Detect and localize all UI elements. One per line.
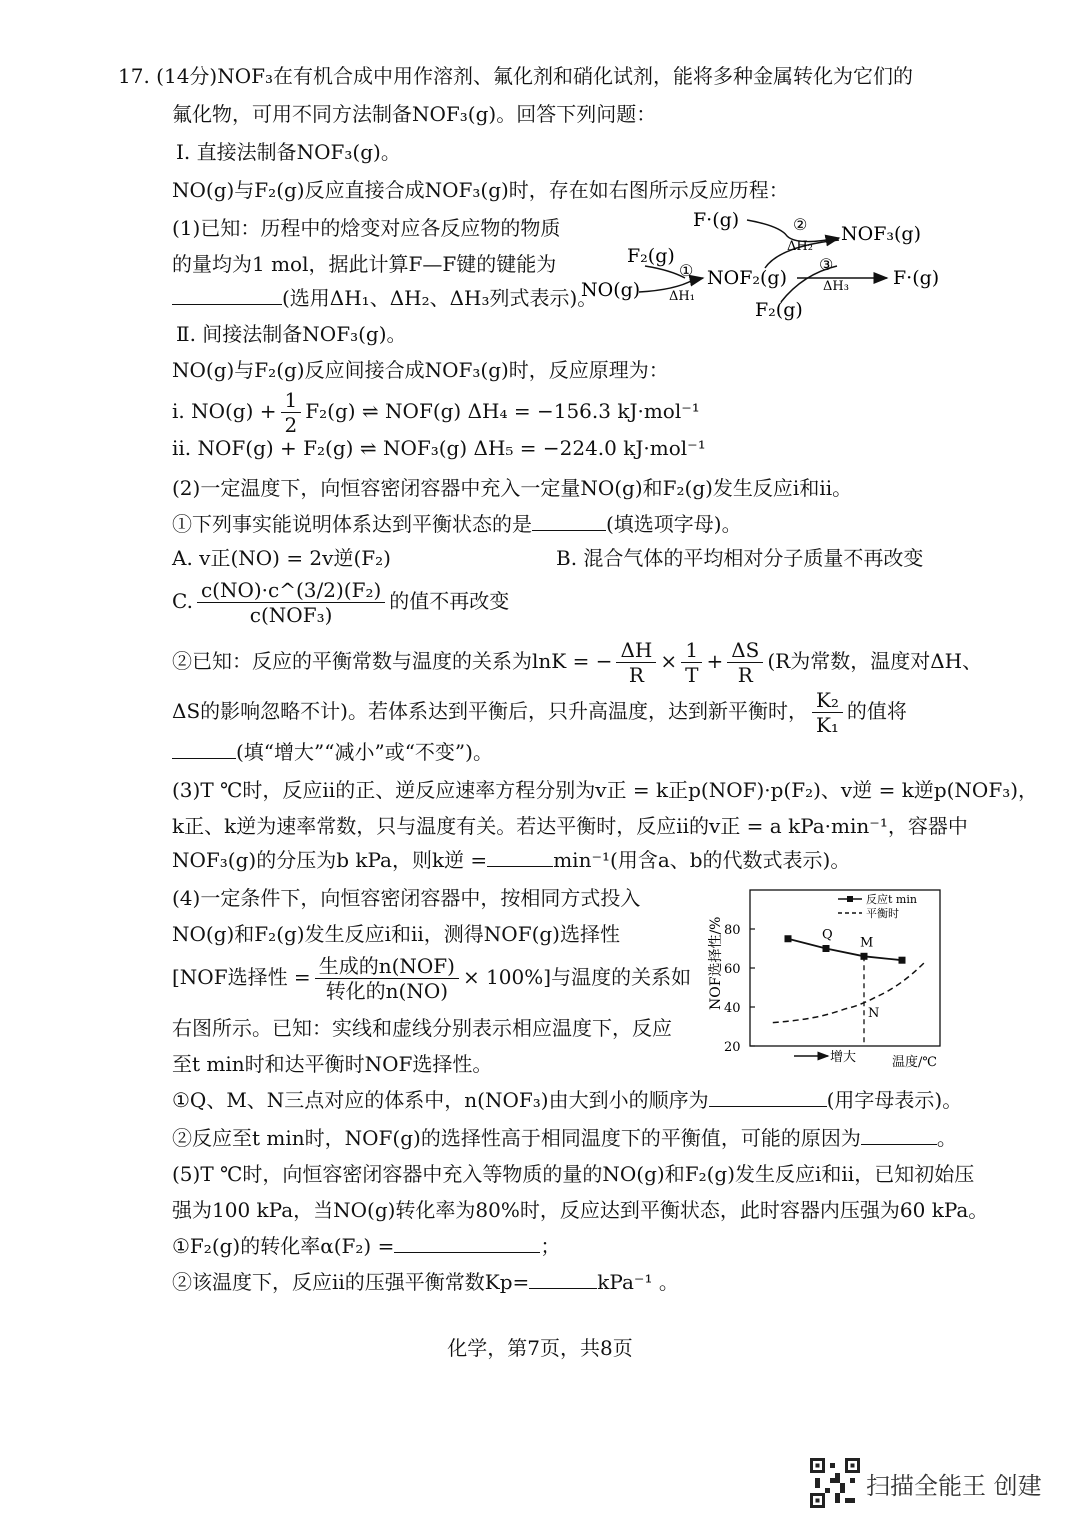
part-4-line-1: (4)一定条件下，向恒容密闭容器中，按相同方式投入 <box>172 886 641 910</box>
data-point <box>823 945 830 952</box>
legend-dash: 平衡时 <box>866 907 899 920</box>
point-label-m: M <box>860 935 874 951</box>
legend <box>838 892 917 920</box>
option-c-fraction: $\frac{\text{c(NO)·c\textasciicircum{}(3/2)(F₂)}}{\text{c(NOF₃)}}$ <box>197 578 385 627</box>
part-3-line-3: NOF₃(g)的分压为b kPa，则k逆 = min⁻¹(用含a、b的代数式表示)。 <box>172 848 851 872</box>
part-5-q1: ①F₂(g)的转化率α(F₂) = ； <box>172 1234 561 1258</box>
section-2-heading: Ⅱ. 间接法制备NOF₃(g)。 <box>176 322 407 346</box>
part-4-q2: ②反应至t min时，NOF(g)的选择性高于相同温度下的平衡值，可能的原因为 。 <box>172 1126 957 1150</box>
series-t-min-line <box>788 939 902 960</box>
part-4-line-2: NO(g)和F₂(g)发生反应ⅰ和ⅱ，测得NOF(g)选择性 <box>172 922 620 946</box>
point-label-q: Q <box>822 927 833 943</box>
answer-blank-4[interactable] <box>487 846 553 867</box>
y-tick-label-60: 60 <box>724 962 741 977</box>
option-c: C. $\frac{\text{c(NO)·c\textasciicircum{}(3/2)(F₂)}}{\text{c(NOF₃)}}$ 的值不再改变 <box>172 578 510 627</box>
x-arrow-label: 增大 <box>830 1050 857 1065</box>
legend-solid: 反应t min <box>866 893 917 906</box>
answer-blank-6[interactable] <box>861 1124 937 1145</box>
part-5-line-2: 强为100 kPa，当NO(g)转化率为80%时，反应达到平衡状态，此时容器内压强为60 kPa。 <box>172 1198 989 1222</box>
section-2-desc: NO(g)与F₂(g)反应间接合成NOF₃(g)时，反应原理为： <box>172 358 669 382</box>
y-tick-label-80: 80 <box>724 923 741 938</box>
question-17-line-1: 17. (14分)NOF₃在有机合成中用作溶剂、氟化剂和硝化试剂，能将多种金属转化为它们的 <box>118 64 914 88</box>
series-equilibrium-line <box>773 962 925 1022</box>
part-4-line-5: 至t min时和达平衡时NOF选择性。 <box>172 1052 493 1076</box>
selectivity-chart <box>700 882 950 1072</box>
part-5-line-1: (5)T ℃时，向恒容密闭容器中充入等物质的量的NO(g)和F₂(g)发生反应ⅰ和ⅱ，已知初始压 <box>172 1162 975 1186</box>
part-1-line-1: (1)已知：历程中的焓变对应各反应物的物质 <box>172 216 561 240</box>
half-fraction: $\frac{1}{2}$ <box>281 388 302 437</box>
question-17-line-2: 氟化物，可用不同方法制备NOF₃(g)。回答下列问题： <box>172 102 657 126</box>
selectivity-fraction: $\frac{\text{生成的n(NOF)}}{\text{转化的n(NO)}}$ <box>315 954 459 1003</box>
answer-blank-1[interactable] <box>172 284 282 305</box>
part-2-q2-line-2: ΔS的影响忽略不计)。若体系达到平衡后，只升高温度，达到新平衡时， $\frac{\text{K₂}}{\text{K₁}}$ 的值将 <box>172 688 907 737</box>
dh1-label: ΔH₁ <box>669 289 695 304</box>
option-b: B. 混合气体的平均相对分子质量不再改变 <box>556 546 924 570</box>
part-2-q1: ①下列事实能说明体系达到平衡状态的是 (填选项字母)。 <box>172 512 742 536</box>
x-axis-label: 温度/℃ <box>892 1055 937 1070</box>
y-tick-label-20: 20 <box>724 1040 741 1055</box>
part-2-line-1: (2)一定温度下，向恒容密闭容器中充入一定量NO(g)和F₂(g)发生反应ⅰ和ⅱ。 <box>172 476 853 500</box>
point-label-n: N <box>868 1006 880 1022</box>
qr-code-icon <box>810 1458 860 1508</box>
data-point <box>785 935 792 942</box>
part-5-q2: ②该温度下，反应ⅱ的压强平衡常数Kp= kPa⁻¹ 。 <box>172 1270 679 1294</box>
data-point <box>899 957 906 964</box>
y-axis-label: NOF选择性/% <box>708 916 724 1010</box>
part-4-line-4: 右图所示。已知：实线和虚线分别表示相应温度下，反应 <box>172 1016 672 1040</box>
dh2-label: ΔH₂ <box>787 239 813 254</box>
part-1-line-3: (选用ΔH₁、ΔH₂、ΔH₃列式表示)。 <box>172 284 597 312</box>
answer-blank-3[interactable] <box>172 738 236 759</box>
step-3-label: ③ <box>819 255 834 274</box>
section-1-desc: NO(g)与F₂(g)反应直接合成NOF₃(g)时，存在如右图所示反应历程： <box>172 178 789 202</box>
no-label: NO(g) <box>581 279 641 301</box>
step-2-label: ② <box>793 215 808 234</box>
part-1-line-2: 的量均为1 mol，据此计算F—F键的键能为 <box>172 252 557 276</box>
watermark: 扫描全能王 创建 <box>866 1472 1042 1500</box>
answer-blank-2[interactable] <box>532 510 606 531</box>
reaction-ii: ⅱ. NOF(g) + F₂(g) ⇌ NOF₃(g) ΔH₅ = −224.0 kJ·mol⁻¹ <box>172 436 706 460</box>
part-4-q1: ①Q、M、N三点对应的体系中，n(NOF₃)由大到小的顺序为 (用字母表示)。 <box>172 1088 963 1112</box>
part-2-q2-line-3: (填“增大”“减小”或“不变”)。 <box>172 738 493 766</box>
nof2-label: NOF₂(g) <box>707 267 787 289</box>
part-3-line-2: k正、k逆为速率常数，只与温度有关。若达平衡时，反应ⅱ的v正 = a kPa·min⁻¹，容器中 <box>172 814 968 838</box>
part-2-q2-line-1: ②已知：反应的平衡常数与温度的关系为lnK = − $\frac{\Delta H}{R}$ × $\frac{1}{T}$ + $\frac{\Delta S}{R}$ (R为常数，温度对ΔH、 <box>172 638 983 687</box>
page-footer: 化学，第7页，共8页 <box>447 1336 633 1360</box>
reaction-i: ⅰ. NO(g) + $\frac{1}{2}$ F₂(g) ⇌ NOF(g) ΔH₄ = −156.3 kJ·mol⁻¹ <box>172 388 700 437</box>
answer-blank-5[interactable] <box>709 1086 827 1107</box>
answer-blank-7[interactable] <box>394 1232 540 1253</box>
part-4-line-3: [NOF选择性 = $\frac{\text{生成的n(NOF)}}{\text{转化的n(NO)}}$ × 100%]与温度的关系如 <box>172 954 692 1003</box>
y-tick-label-40: 40 <box>724 1001 741 1016</box>
step-1-label: ① <box>679 261 694 280</box>
option-a: A. v正(NO) = 2v逆(F₂) <box>172 546 391 570</box>
f2-left: F₂(g) <box>627 245 675 267</box>
f-radical-top: F·(g) <box>693 209 740 231</box>
f-radical-right: F·(g) <box>893 267 940 289</box>
part-3-line-1: (3)T ℃时，反应ⅱ的正、逆反应速率方程分别为v正 = k正p(NOF)·p(F₂)、v逆 = k逆p(NOF₃)， <box>172 778 1039 802</box>
reaction-pathway-diagram <box>575 198 955 328</box>
f2-bottom: F₂(g) <box>755 299 803 321</box>
section-1-heading: Ⅰ. 直接法制备NOF₃(g)。 <box>176 140 401 164</box>
answer-blank-8[interactable] <box>529 1268 597 1289</box>
nof3-label: NOF₃(g) <box>841 223 921 245</box>
dh3-label: ΔH₃ <box>823 279 849 294</box>
